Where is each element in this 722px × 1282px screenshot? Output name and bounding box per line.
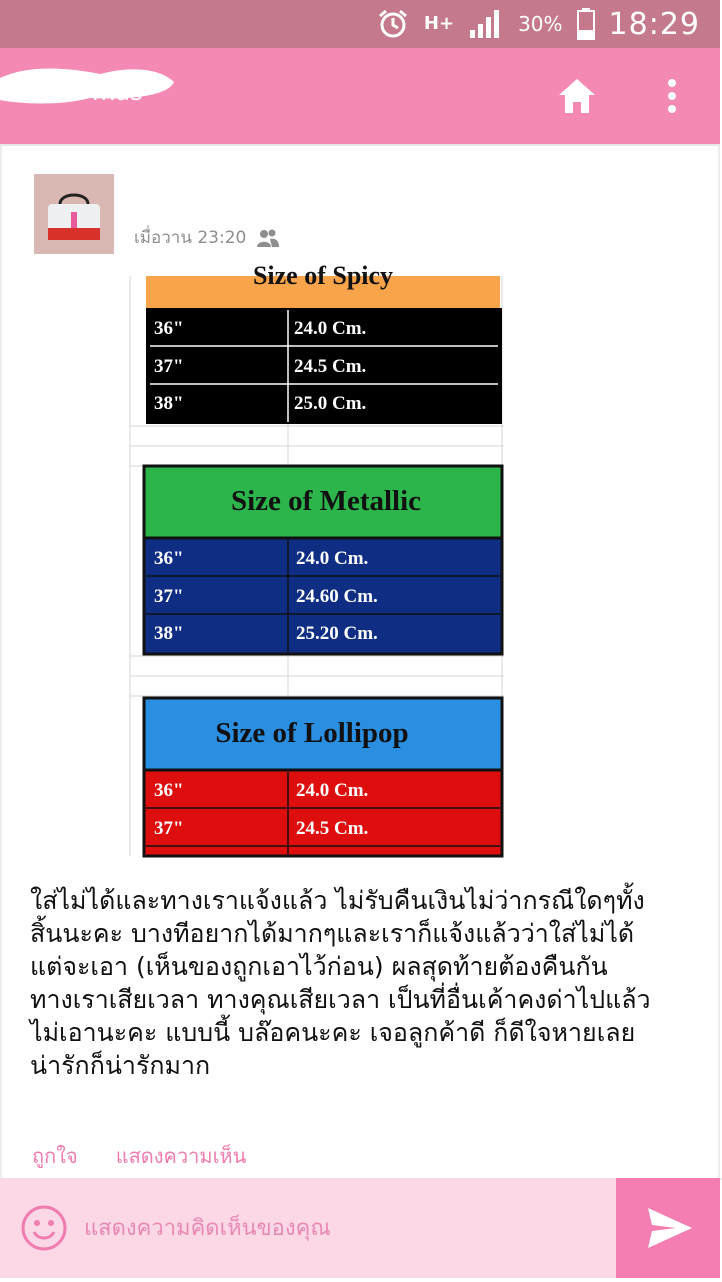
spicy-length-37: 24.5 Cm. <box>294 356 367 377</box>
redaction-scribble <box>0 60 176 110</box>
network-type-icon: H+ <box>423 13 455 34</box>
spicy-size-38: 38" <box>154 393 184 414</box>
spicy-length-38: 25.0 Cm. <box>294 393 367 414</box>
metallic-size-38: 38" <box>154 623 184 644</box>
smiley-icon[interactable] <box>20 1204 68 1252</box>
battery-icon <box>577 8 595 40</box>
comment-input[interactable] <box>84 1200 604 1256</box>
comment-composer <box>0 1178 720 1278</box>
lollipop-title: Size of Lollipop <box>215 717 409 749</box>
status-clock: 18:29 <box>608 6 700 42</box>
spicy-size-37: 37" <box>154 356 184 377</box>
metallic-length-38: 25.20 Cm. <box>296 623 378 644</box>
lollipop-length-36: 24.0 Cm. <box>296 780 369 801</box>
send-button[interactable] <box>616 1178 720 1278</box>
send-icon <box>616 1178 720 1278</box>
avatar-image <box>34 174 114 254</box>
post-actions <box>32 1140 246 1172</box>
post-image[interactable] <box>130 261 504 856</box>
battery-percent: 30% <box>518 12 563 36</box>
lollipop-length-37: 24.5 Cm. <box>296 818 369 839</box>
comment-button[interactable]: แสดงความเห็น <box>115 1144 247 1168</box>
metallic-size-36: 36" <box>154 548 184 569</box>
metallic-title: Size of Metallic <box>230 485 422 517</box>
home-icon[interactable] <box>556 76 598 116</box>
app-bar <box>0 48 720 144</box>
friends-icon <box>256 228 280 248</box>
avatar[interactable] <box>34 174 114 254</box>
status-bar <box>0 0 720 48</box>
spicy-title: Size of Spicy <box>252 261 394 290</box>
metallic-size-37: 37" <box>154 586 184 607</box>
spicy-length-36: 24.0 Cm. <box>294 318 367 339</box>
spicy-size-36: 36" <box>154 318 184 339</box>
signal-icon <box>468 8 504 40</box>
size-chart-graphic <box>130 261 504 856</box>
post-timestamp: เมื่อวาน 23:20 <box>134 228 247 248</box>
lollipop-size-37: 37" <box>154 818 184 839</box>
metallic-length-36: 24.0 Cm. <box>296 548 369 569</box>
post-card <box>0 146 720 1178</box>
metallic-length-37: 24.60 Cm. <box>296 586 378 607</box>
post-meta <box>134 224 280 251</box>
post-body-text: ใส่ไม่ได้และทางเราแจ้งแล้ว ไม่รับคืนเงินไม่ว่ากรณีใดๆทั้ง สิ้นนะคะ บางทีอยากได้มากๆและเราก็แจ้งแล้วว่าใส่ไม่ได้ แต่จะเอา (เห็นของถูกเอาไว้ก่อน) ผลสุดท้ายต้องคืนกัน ทางเราเสียเวลา ทางคุณเสียเวลา เป็นที่อื่นเค้าคงด่าไปแล้ว ไม่เอานะคะ แบบนี้ บล๊อคนะคะ เจอลูกค้าดี ก็ดีใจหายเลย น่ารักก็น่ารักมาก <box>30 886 651 1080</box>
alarm-icon <box>376 7 410 41</box>
lollipop-size-36: 36" <box>154 780 184 801</box>
like-button[interactable]: ถูกใจ <box>32 1144 78 1168</box>
more-vertical-icon[interactable] <box>660 76 684 116</box>
